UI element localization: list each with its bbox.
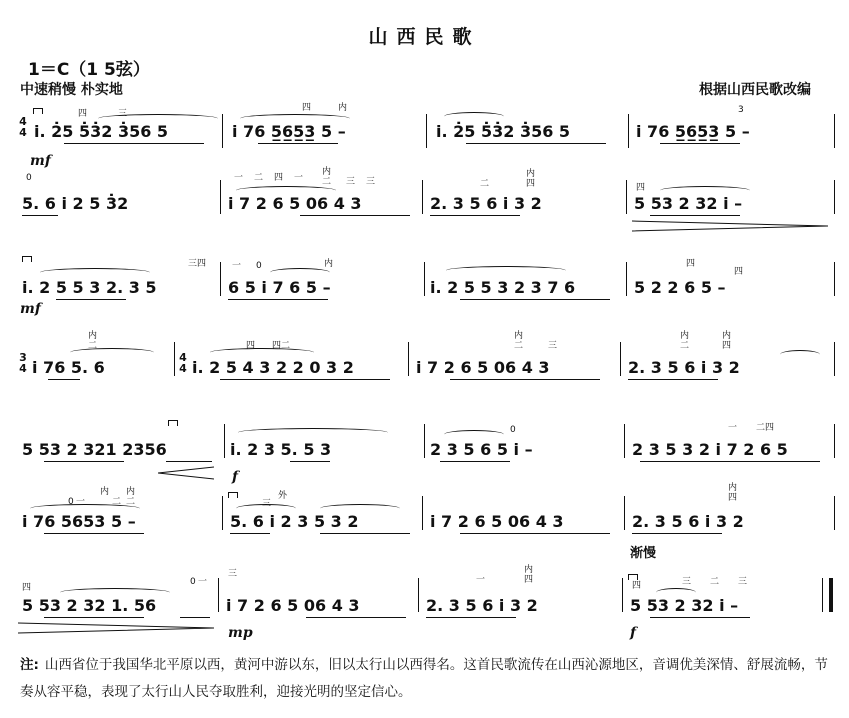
beam [64, 143, 204, 144]
barline [834, 180, 835, 214]
beam [650, 617, 750, 618]
fingering-mark: 内 [88, 331, 98, 341]
tempo-marking: 中速稍慢 朴实地 [20, 82, 123, 98]
measure: i 7 2 6 5 06 4 3 [430, 512, 564, 531]
footnote [20, 652, 835, 706]
fingering-mark: 一 [294, 173, 304, 183]
fingering-mark: 二 [514, 341, 524, 351]
measure: i 7 2 6 5 06 4 3 [228, 194, 362, 213]
barline [426, 114, 427, 148]
beam [300, 215, 410, 216]
slur [660, 186, 750, 195]
slur [270, 268, 330, 277]
barline [222, 496, 223, 530]
beam [258, 143, 338, 144]
fingering-mark: 0 [190, 577, 196, 587]
beam [44, 461, 124, 462]
barline [220, 262, 221, 296]
dynamic-marking: mp [228, 625, 253, 641]
barline [620, 342, 621, 376]
measure: 5. 6 i 2 5 3̇2 [22, 194, 129, 213]
footnote-text: 山西省位于我国华北平原以西，黄河中游以东，旧以太行山以西得名。这首民歌流传在山西沁源地区，音调优美深情、舒展流畅，节奏从容平稳，表现了太行山人民夺取胜利，迎接光明的坚定信心。 [20, 657, 828, 700]
fingering-mark: 三 [738, 577, 748, 587]
fingering-mark: 内 [126, 487, 136, 497]
fingering-mark: 三 [346, 177, 356, 187]
key-signature: 1＝C（1 5弦） [28, 60, 150, 80]
beam [180, 617, 210, 618]
measure: 2 3 5 6 5 i – [430, 440, 533, 459]
beam [660, 143, 740, 144]
beam [640, 461, 820, 462]
beam [230, 533, 270, 534]
fingering-mark: 内 [524, 565, 534, 575]
fingering-mark: 内 [526, 169, 536, 179]
beam [290, 461, 330, 462]
measure: 2. 3 5 6 i 3 2 [632, 512, 744, 531]
barline [222, 114, 223, 148]
fingering-mark: 四 [636, 183, 646, 193]
fingering-mark: 四二 [272, 341, 291, 351]
measure: 2 3 5 3 2 i 7 2 6 5 [632, 440, 788, 459]
fingering-mark: 四 [524, 575, 534, 585]
staff-7 [0, 565, 849, 641]
barline [224, 424, 225, 458]
bow-mark [33, 108, 43, 114]
decrescendo-hairpin [632, 220, 828, 232]
measure: 5 2 2 6 5 – [634, 278, 726, 297]
staff-3 [0, 250, 849, 320]
fingering-mark: 二 [710, 577, 720, 587]
slur [30, 504, 140, 513]
fingering-mark: 四 [632, 581, 642, 591]
measure: 6 5 i 7 6 5 – [228, 278, 331, 297]
measure: i 76 5̲6̲5̲3̲ 5 – [636, 122, 750, 141]
barline [418, 578, 419, 612]
barline [626, 180, 627, 214]
fingering-mark: 外 [278, 491, 288, 501]
tempo-change: 渐慢 [630, 546, 657, 561]
footnote-label: 注: [20, 657, 39, 673]
dynamic-marking: mf [30, 153, 51, 169]
fingering-mark: 内 [100, 487, 110, 497]
fingering-mark: 二 [112, 497, 122, 507]
beam [450, 379, 600, 380]
beam [306, 617, 406, 618]
staff-1 [0, 102, 849, 172]
measure: 2. 3 5 6 i 3 2 [430, 194, 542, 213]
slur [444, 112, 504, 121]
fingering-mark: 四 [728, 493, 738, 503]
beam [22, 215, 58, 216]
barline [834, 496, 835, 530]
fingering-mark: 三 [228, 569, 238, 579]
fingering-mark: 内 [338, 103, 348, 113]
slur [236, 186, 336, 195]
barline [408, 342, 409, 376]
barline [624, 496, 625, 530]
page-title: 山西民歌 [368, 26, 481, 48]
beam [650, 215, 740, 216]
fingering-mark: 三 [366, 177, 376, 187]
measure: 2. 3 5 6 i 3 2 [628, 358, 740, 377]
barline [424, 424, 425, 458]
source-credit: 根据山西民歌改编 [699, 82, 811, 98]
dynamic-marking: mf [20, 301, 41, 317]
final-barline [829, 578, 833, 612]
beam [632, 533, 722, 534]
slur [446, 266, 566, 275]
dynamic-marking: f [232, 469, 239, 485]
beam [430, 215, 520, 216]
barline [624, 424, 625, 458]
barline [834, 424, 835, 458]
fingering-mark: 三 [262, 499, 272, 509]
fingering-mark: 二 [126, 497, 136, 507]
fingering-mark: 四 [246, 341, 256, 351]
measure: i. 2 3 5. 5 3 [230, 440, 332, 459]
barline [174, 342, 175, 376]
fingering-mark: 内 [728, 483, 738, 493]
beam [320, 533, 410, 534]
measure: i 7 2 6 5 06 4 3 [226, 596, 360, 615]
measure: 5 53 2 32 1. 56 [22, 596, 157, 615]
decrescendo-hairpin [18, 622, 214, 634]
fingering-mark: 三 [118, 109, 128, 119]
staff-2 [0, 168, 849, 238]
fingering-mark: 内 [324, 259, 334, 269]
fingering-mark: 四 [22, 583, 32, 593]
fingering-mark: 四 [734, 267, 744, 277]
beam [460, 533, 610, 534]
staff-5 [0, 412, 849, 485]
slur [98, 114, 218, 123]
slur [320, 504, 400, 513]
fingering-mark: 二 [680, 341, 690, 351]
time-signature: 3 4 [19, 351, 27, 375]
measure: i. 2 5 4 3 2 2 0 3 2 [192, 358, 354, 377]
beam [44, 617, 144, 618]
bow-mark [22, 256, 32, 262]
barline [834, 262, 835, 296]
beam [228, 299, 328, 300]
slur [210, 348, 314, 357]
slur [70, 348, 154, 357]
fingering-mark: 二 [88, 341, 98, 351]
fingering-mark: 一 [476, 575, 486, 585]
bow-mark [628, 574, 638, 580]
slur [656, 588, 696, 597]
fingering-mark: 四 [526, 179, 536, 189]
beam [166, 461, 212, 462]
measure: i 76 5̲6̲5̲3̲ 5 – [232, 122, 346, 141]
beam [56, 299, 126, 300]
beam [426, 617, 516, 618]
measure: i 7 2 6 5 06 4 3 [416, 358, 550, 377]
fingering-mark: 一 [232, 261, 242, 271]
barline [622, 578, 623, 612]
fingering-mark: 四 [78, 109, 88, 119]
fingering-mark: 四 [722, 341, 732, 351]
slur [240, 114, 350, 123]
beam [466, 143, 606, 144]
fingering-mark: 0 [510, 425, 516, 435]
bow-mark [168, 420, 178, 426]
barline [424, 262, 425, 296]
fingering-mark: 一 [198, 577, 208, 587]
fingering-mark: 内 [722, 331, 732, 341]
measure: i 76 5. 6 [32, 358, 105, 377]
beam [628, 379, 718, 380]
fingering-mark: 一 [234, 173, 244, 183]
fingering-mark: 三 [682, 577, 692, 587]
fingering-mark: 0 [68, 497, 74, 507]
triplet-mark: 3 [738, 105, 744, 115]
fingering-mark: 0 [256, 261, 262, 271]
fingering-mark: 三四 [188, 259, 207, 269]
barline [834, 342, 835, 376]
barline [628, 114, 629, 148]
slur [40, 268, 150, 277]
slur [238, 428, 388, 437]
slur [60, 588, 170, 597]
time-signature: 4 4 [19, 115, 27, 139]
fingering-mark: 四 [686, 259, 696, 269]
fingering-mark: 二 [254, 173, 264, 183]
measure: i. 2 5 5 3 2. 3 5 [22, 278, 157, 297]
staff-6 [0, 483, 849, 561]
barline [220, 180, 221, 214]
crescendo-hairpin [158, 466, 214, 480]
slur [236, 504, 296, 513]
measure: i. 2̇5 5̇3̇2 3̇56 5 [436, 122, 571, 141]
slur [780, 350, 820, 359]
dynamic-marking: f [630, 625, 637, 641]
fingering-mark: 四 [274, 173, 284, 183]
measure: i. 2̇5 5̇3̇2 3̇56 5 [34, 122, 169, 141]
bow-mark [228, 492, 238, 498]
beam [48, 379, 80, 380]
measure: 5 53 2 32 i – [634, 194, 743, 213]
measure: 5. 6 i 2 3 5 3 2 [230, 512, 359, 531]
fingering-mark: 一 [728, 423, 738, 433]
beam [44, 533, 144, 534]
measure: 2. 3 5 6 i 3 2 [426, 596, 538, 615]
barline [626, 262, 627, 296]
staff-4 [0, 330, 849, 400]
measure: i 76 5653 5 – [22, 512, 136, 531]
barline [822, 578, 823, 612]
measure: 5 53 2 32 i – [630, 596, 739, 615]
barline [834, 114, 835, 148]
measure: 5 53 2 321 2356 [22, 440, 167, 459]
beam [220, 379, 390, 380]
fingering-mark: 二 [480, 179, 490, 189]
beam [440, 461, 510, 462]
fingering-mark: 二四 [756, 423, 775, 433]
measure: i. 2 5 5 3 2 3 7 6 [430, 278, 576, 297]
fingering-mark: 三 [548, 341, 558, 351]
fingering-mark: 0 [26, 173, 32, 183]
fingering-mark: 一 [76, 497, 86, 507]
fingering-mark: 内 [680, 331, 690, 341]
barline [422, 496, 423, 530]
fingering-mark: 内 [514, 331, 524, 341]
beam [460, 299, 610, 300]
slur [444, 430, 504, 439]
barline [422, 180, 423, 214]
fingering-mark: 二 [322, 177, 332, 187]
time-signature: 4 4 [179, 351, 187, 375]
fingering-mark: 四 [302, 103, 312, 113]
fingering-mark: 内 [322, 167, 332, 177]
barline [218, 578, 219, 612]
